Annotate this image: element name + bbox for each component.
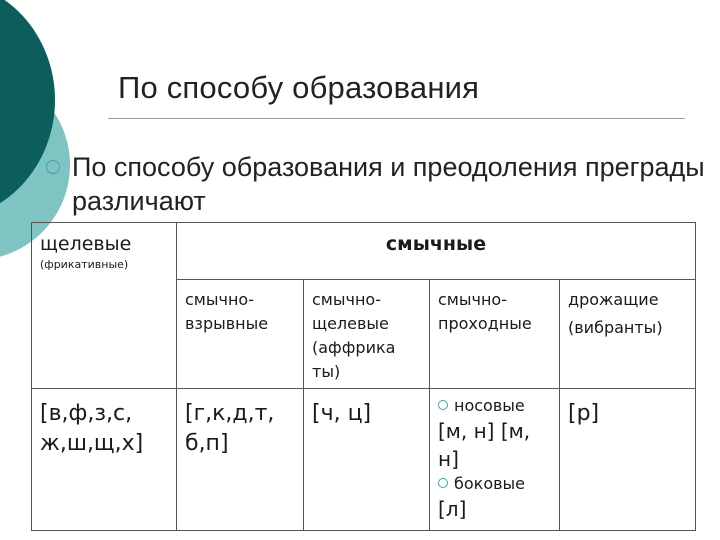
ring-bullet-icon: [46, 160, 60, 174]
sonorants-label-line1: смычно-: [438, 290, 507, 309]
plosives-value-cell: [177, 389, 304, 531]
trills-label-line2: (вибранты): [568, 318, 663, 337]
lateral-item: [438, 473, 553, 495]
fricatives-label: щелевые: [40, 233, 132, 255]
bullet-text: По способу образования и преодоления преграды различают: [72, 152, 705, 216]
trills-header-cell: [560, 280, 696, 389]
fricatives-sublabel: (фрикативные): [40, 258, 129, 271]
lateral-label: боковые: [454, 474, 526, 493]
sonorants-value-cell: [430, 389, 560, 531]
affricates-value: [ч, ц]: [312, 401, 372, 426]
affricates-value-cell: [304, 389, 430, 531]
trills-label-line1: дрожащие: [568, 290, 659, 309]
lateral-value: [л]: [438, 497, 467, 521]
title-divider: [108, 118, 685, 119]
trills-value: [р]: [568, 401, 600, 426]
fricatives-value-cell: [32, 389, 177, 531]
plosives-label-line2: взрывные: [185, 314, 269, 333]
stops-header-cell: [177, 223, 696, 280]
ring-bullet-icon: [438, 400, 448, 410]
consonant-classification-table: [31, 222, 696, 531]
plosives-value: [г,к,д,т, б,п]: [185, 401, 275, 456]
affricates-label-line4: ты): [312, 362, 341, 381]
trills-value-cell: [560, 389, 696, 531]
plosives-label-line1: смычно-: [185, 290, 254, 309]
sonorants-header-cell: [430, 280, 560, 389]
sonorants-label-line2: проходные: [438, 314, 532, 333]
nasal-label: носовые: [454, 396, 525, 415]
fricatives-header-cell: [32, 223, 177, 389]
plosives-header-cell: [177, 280, 304, 389]
stops-label: смычные: [385, 233, 487, 255]
ring-bullet-icon: [438, 478, 448, 488]
nasal-value: [м, н] [м, н]: [438, 419, 531, 471]
affricates-label-line3: (аффрика: [312, 338, 396, 357]
affricates-header-cell: [304, 280, 430, 389]
fricatives-value: [в,ф,з,с, ж,ш,щ,х]: [40, 401, 144, 456]
slide-title: По способу образования: [118, 70, 480, 105]
affricates-label-line2: щелевые: [312, 314, 389, 333]
affricates-label-line1: смычно-: [312, 290, 381, 309]
nasal-item: [438, 395, 553, 417]
